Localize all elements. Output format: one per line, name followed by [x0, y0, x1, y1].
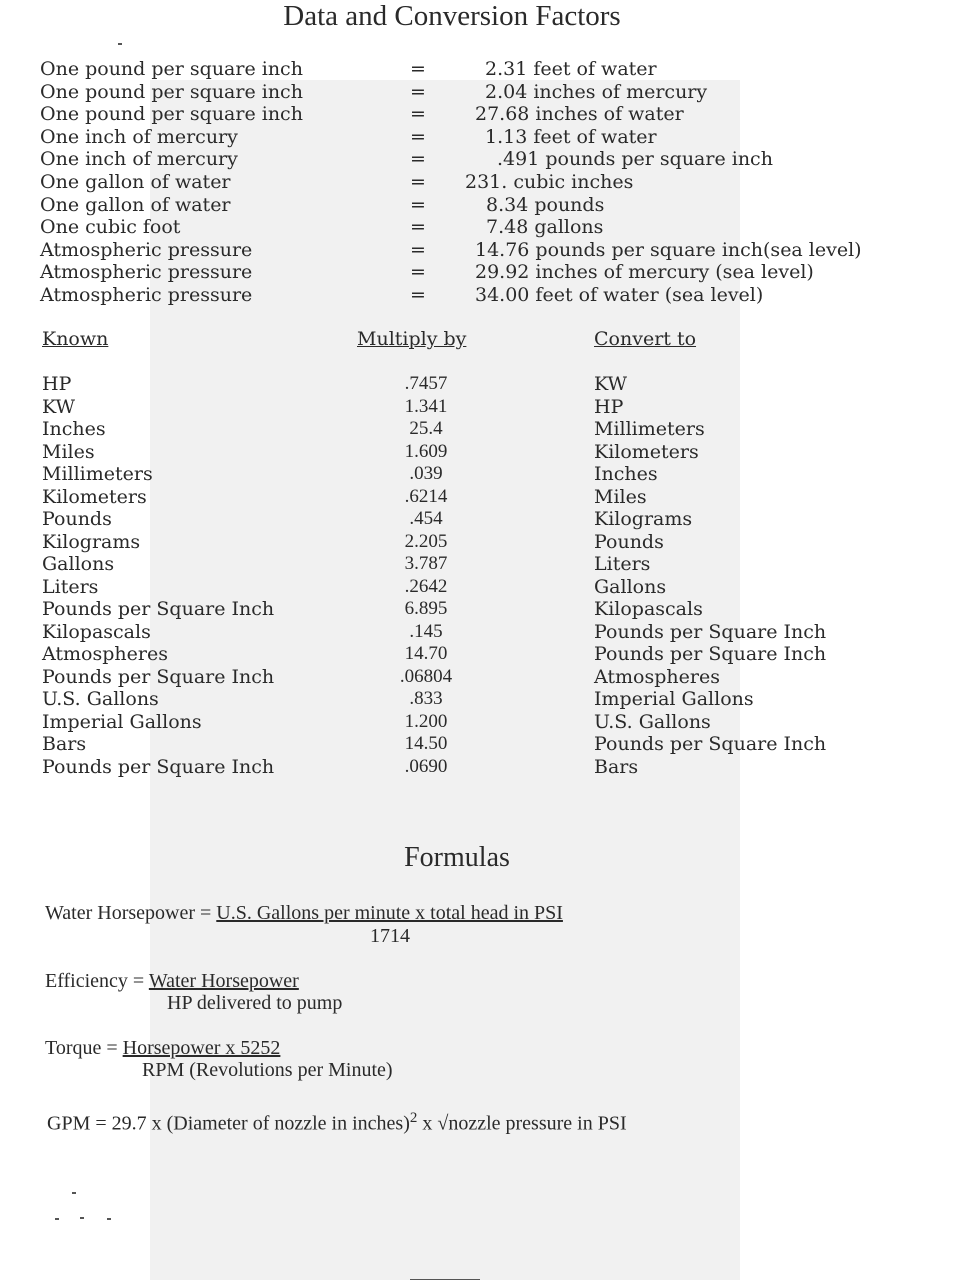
conversion-row	[0, 598, 954, 620]
convert-to-unit: Kilograms	[594, 508, 693, 530]
conversion-row	[0, 666, 954, 688]
multiply-factor: 1.200	[404, 710, 448, 732]
known-unit: Kilograms	[42, 530, 141, 553]
conversion-row	[0, 441, 954, 463]
conversion-row	[0, 711, 954, 733]
equivalent-value: 29.92 inches of mercury (sea level)	[475, 261, 814, 284]
multiply-factor: 6.895	[404, 598, 448, 619]
equivalent-value: 231. cubic inches	[465, 171, 634, 193]
known-unit: Imperial Gallons	[42, 710, 202, 733]
known-unit: Pounds per Square Inch	[42, 665, 275, 688]
conversion-row	[0, 373, 954, 395]
formula-lhs: Efficiency =	[45, 970, 149, 992]
multiply-factor: .833	[409, 688, 443, 709]
multiply-factor: 3.787	[404, 553, 448, 574]
quantity-label: Atmospheric pressure	[40, 284, 253, 306]
convert-to-unit: Millimeters	[594, 418, 705, 440]
multiply-factor: 25.4	[409, 418, 443, 439]
conversion-row	[0, 396, 954, 418]
equivalent-value: 27.68 inches of water	[475, 103, 684, 126]
conversion-row	[0, 621, 954, 643]
convert-to-unit: Bars	[594, 755, 639, 778]
convert-to-unit: Kilopascals	[594, 598, 703, 620]
quantity-label: One inch of mercury	[40, 125, 238, 148]
quantity-label: One pound per square inch	[40, 58, 303, 80]
conversion-row	[0, 418, 954, 440]
multiply-factor: .2642	[404, 575, 448, 597]
known-unit: Inches	[42, 418, 106, 440]
convert-to-unit: Kilometers	[594, 440, 699, 463]
formula-water-horsepower	[45, 902, 563, 925]
equivalent-value: 2.04 inches of mercury	[485, 80, 708, 103]
equivalence-row	[0, 103, 954, 125]
conversion-row	[0, 463, 954, 485]
known-unit: Miles	[42, 440, 95, 463]
known-unit: Gallons	[42, 553, 115, 575]
convert-to-unit: Pounds per Square Inch	[594, 733, 827, 755]
equivalent-value: 1.13 feet of water	[485, 125, 657, 148]
known-unit: HP	[42, 373, 72, 395]
quantity-label: One cubic foot	[40, 216, 181, 239]
known-unit: Atmospheres	[42, 643, 168, 665]
convert-to-unit: Imperial Gallons	[594, 688, 754, 710]
multiply-factor: .145	[409, 620, 443, 642]
equivalent-value: 7.48 gallons	[486, 216, 604, 239]
multiply-factor: 1.341	[404, 395, 448, 417]
conversion-row	[0, 508, 954, 530]
formula-exponent: 2	[409, 1110, 418, 1126]
convert-to-unit: Atmospheres	[594, 665, 720, 688]
multiply-factor: .454	[409, 508, 443, 529]
formula-denominator: 1714	[370, 925, 410, 947]
equivalence-row	[0, 58, 954, 80]
equivalent-value: 8.34 pounds	[486, 193, 605, 216]
multiply-factor: .0690	[404, 755, 448, 777]
conversion-row	[0, 688, 954, 710]
multiply-factor: .6214	[404, 485, 448, 507]
known-unit: Liters	[42, 575, 99, 598]
conversion-row	[0, 733, 954, 755]
convert-to-unit: Liters	[594, 553, 651, 575]
known-unit: Pounds	[42, 508, 112, 530]
equivalent-value: .491 pounds per square inch	[497, 148, 773, 171]
equivalence-row	[0, 284, 954, 306]
equivalence-row	[0, 126, 954, 148]
equals-sign: =	[410, 238, 426, 261]
known-unit: Pounds per Square Inch	[42, 598, 275, 620]
formula-denominator: HP delivered to pump	[167, 992, 343, 1014]
convert-to-unit: Pounds	[594, 530, 664, 553]
equals-sign: =	[410, 171, 426, 193]
convert-to-unit: HP	[594, 395, 624, 418]
convert-to-unit: Pounds per Square Inch	[594, 643, 827, 665]
quantity-label: Atmospheric pressure	[40, 238, 253, 261]
known-unit: Millimeters	[42, 463, 153, 485]
equals-sign: =	[410, 58, 426, 80]
multiply-factor: 14.70	[404, 643, 448, 664]
page-title: Data and Conversion Factors	[283, 0, 621, 32]
header-known: Known	[42, 328, 109, 350]
known-unit: Pounds per Square Inch	[42, 755, 275, 778]
equivalence-row	[0, 171, 954, 193]
equivalence-row	[0, 194, 954, 216]
conversion-row	[0, 576, 954, 598]
multiply-factor: 1.609	[404, 440, 448, 462]
known-unit: Bars	[42, 733, 87, 755]
scan-speck	[80, 1217, 84, 1219]
equivalence-row	[0, 239, 954, 261]
formula-numerator: U.S. Gallons per minute x total head in PSI	[216, 902, 563, 924]
equals-sign: =	[410, 125, 426, 148]
equals-sign: =	[410, 216, 426, 239]
quantity-label: One gallon of water	[40, 171, 231, 193]
header-convert-to: Convert to	[594, 328, 697, 350]
formula-text: GPM = 29.7 x (Diameter of nozzle in inches)	[47, 1112, 410, 1135]
equals-sign: =	[410, 193, 426, 216]
conversion-row	[0, 531, 954, 553]
formula-gpm	[47, 1110, 627, 1136]
known-unit: KW	[42, 395, 76, 418]
equivalence-row	[0, 148, 954, 170]
formula-numerator: Horsepower x 5252	[122, 1037, 281, 1059]
conversion-row	[0, 756, 954, 778]
conversion-row	[0, 553, 954, 575]
conversion-row	[0, 486, 954, 508]
equivalent-value: 34.00 feet of water (sea level)	[475, 284, 764, 306]
formula-lhs: Torque =	[45, 1037, 123, 1059]
formula-lhs: Water Horsepower =	[45, 902, 217, 924]
formulas-title: Formulas	[404, 842, 510, 873]
convert-to-unit: Gallons	[594, 575, 667, 598]
convert-to-unit: Pounds per Square Inch	[594, 620, 827, 643]
convert-to-unit: KW	[594, 373, 628, 395]
scan-speck	[107, 1218, 111, 1220]
quantity-label: One gallon of water	[40, 193, 231, 216]
convert-to-unit: Inches	[594, 463, 658, 485]
quantity-label: One pound per square inch	[40, 103, 303, 126]
multiply-factor: .039	[409, 463, 443, 484]
formula-denominator: RPM (Revolutions per Minute)	[142, 1059, 393, 1081]
equals-sign: =	[410, 80, 426, 103]
multiply-factor: 14.50	[404, 733, 448, 754]
formula-efficiency	[45, 970, 299, 993]
multiply-factor: .7457	[404, 373, 448, 394]
known-unit: U.S. Gallons	[42, 688, 159, 710]
equals-sign: =	[410, 261, 426, 284]
known-unit: Kilometers	[42, 485, 147, 508]
equals-sign: =	[410, 148, 426, 171]
scan-speck	[55, 1218, 59, 1220]
equivalence-row	[0, 81, 954, 103]
header-multiply-by: Multiply by	[357, 328, 467, 350]
conversion-row	[0, 643, 954, 665]
known-unit: Kilopascals	[42, 620, 151, 643]
convert-to-unit: Miles	[594, 485, 647, 508]
formula-torque	[45, 1037, 336, 1060]
scan-speck	[72, 1192, 76, 1194]
scan-speck	[118, 43, 122, 45]
quantity-label: Atmospheric pressure	[40, 261, 253, 284]
equivalent-value: 2.31 feet of water	[485, 58, 657, 80]
formula-text-tail: x √nozzle pressure in PSI	[417, 1112, 627, 1135]
multiply-factor: .06804	[399, 665, 453, 687]
equivalence-row	[0, 216, 954, 238]
quantity-label: One inch of mercury	[40, 148, 238, 171]
equals-sign: =	[410, 103, 426, 126]
convert-to-unit: U.S. Gallons	[594, 710, 711, 733]
scan-line	[410, 1279, 480, 1280]
formula-numerator: Water Horsepower	[148, 970, 299, 992]
equivalent-value: 14.76 pounds per square inch(sea level)	[475, 238, 862, 261]
equivalence-row	[0, 261, 954, 283]
equals-sign: =	[410, 284, 426, 306]
quantity-label: One pound per square inch	[40, 80, 303, 103]
multiply-factor: 2.205	[404, 530, 448, 552]
